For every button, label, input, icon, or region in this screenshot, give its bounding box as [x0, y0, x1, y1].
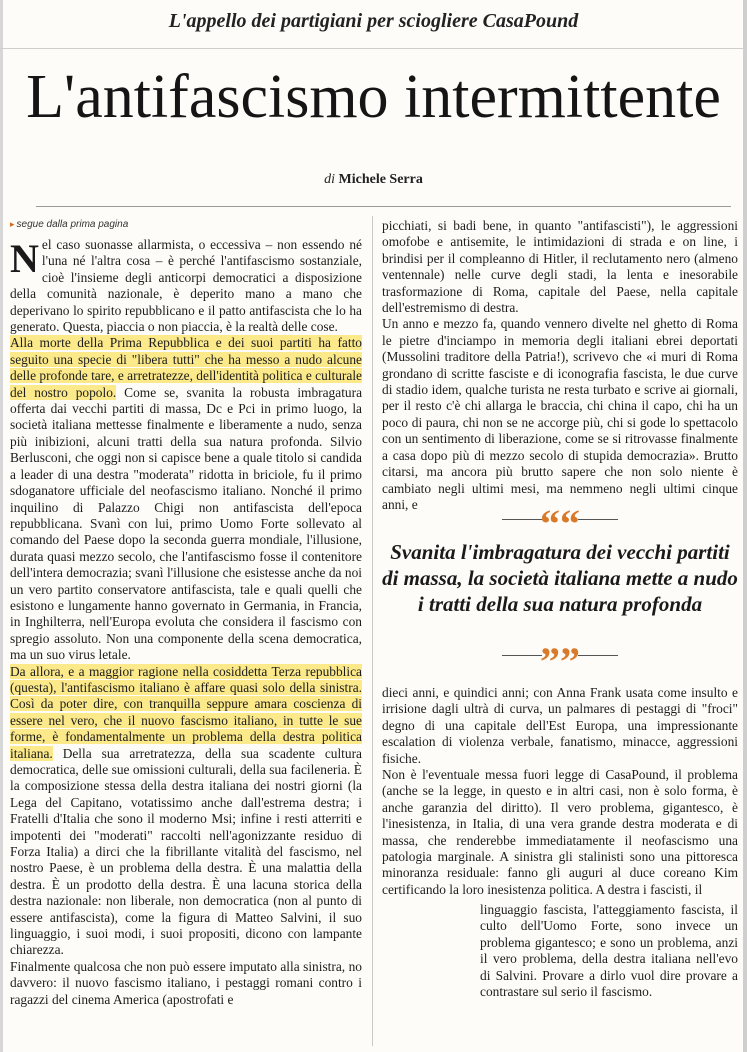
- close-quote-icon: ””: [540, 639, 580, 684]
- kicker: L'appello dei partigiani per sciogliere CasaPound: [168, 10, 579, 32]
- highlighted-text: Da allora, e a maggior ragione nella cosiddetta Terza repubblica (questa), l'antifascismo italiano è affare quasi solo della sinistra. Così da poter dire, con tranquilla seppure amara coscienza di essere nel vero, che il nuovo fascismo italiano, in tutte le sue forme, è fondamentalmente un problema della destra politica italiana.: [10, 663, 362, 761]
- article-column-left: [10, 218, 362, 1008]
- pull-quote: [382, 501, 738, 684]
- paragraph: Non è l'eventuale messa fuori legge di CasaPound, il problema (anche se la legge, in questo e in altri casi, non è solo forma, è anche garanzia del diritto). Il vero problema, gigantesco, è l'inesistenza, in Italia, di una vera grande destra moderata e di massa, che renderebbe immediatamente il neofascismo una patologia marginale. A sinistra gli stalinisti sono una pittoresca minoranza residuale: fanno gli auguri al duce coreano Kim certificando la loro inesistenza politica. A destra i fascisti, il: [382, 767, 738, 897]
- open-quote-icon: ““: [540, 501, 580, 546]
- byline: [0, 172, 747, 188]
- page-edge-right: [743, 0, 747, 1052]
- paragraph: [10, 664, 362, 959]
- paragraph-text: Della sua arretratezza, della sua scadente cultura democratica, delle sue omissioni culturali, della sua facileneria. È la composizione stessa della destra italiana dei nostri giorni (la Lega del Capitano, votatissimo anche dall'estrema destra; i Fratelli d'Italia che sono il moderno Msi; infine i resti atterriti e impotenti dei "moderati" raccolti nell'agonizzante residuo di Forza Italia) a dirci che la fibrillante vitalità del fascismo, nel nostro Paese, è un problema della destra. È una malattia della destra. È un prodotto della destra. È una lacuna storica della destra nazionale: non liberale, non democratica (non al punto di essere antifascista), come la figura di Matteo Salvini, il suo linguaggio, i suoi modi, i suoi propositi, dicono con lampante chiarezza.: [10, 745, 362, 958]
- article-column-right-tail: [480, 902, 738, 1000]
- page-edge-left: [0, 0, 3, 1052]
- paragraph: picchiati, si badi bene, in quanto "antifascisti"), le aggressioni omofobe e antisemite, le intimidazioni di strada e on line, i brindisi per il compleanno di Hitler, il reclutamento nero (almeno ventennale) nelle curve degli stadi, la lenta e inesorabile trasformazione di Roma, capitale del Paese, nella capitale dell'estremismo di destra.: [382, 218, 738, 316]
- paragraph-text: Come se, svanita la robusta imbragatura offerta dai vecchi partiti di massa, Dc e Pci in primo luogo, la società italiana mettesse finalmente e liberamente a nudo, senza più inibizioni, alcuni tratti della sua natura profonda. Silvio Berlusconi, che oggi non si capisce bene a quale titolo si candida a leader di una destra "moderata" ridotta in briciole, fu il primo sdoganatore ufficiale del neofascismo italiano. Nonché il primo inquilino di Palazzo Chigi non antifascista dell'epoca repubblicana. Svanì con lui, primo Uomo Forte sollevato al comando del Paese dopo la seconda guerra mondiale, l'illusione, durata quasi mezzo secolo, che l'antifascismo fosse il contenitore dell'intera democrazia; svanì l'illusione che esistesse anche da noi un vero partito conservatore antifascista, tale e quali quelli che esistono e lungamente hanno governato in Germania, in Francia, in Inghilterra, nell'Europa evoluta che considera il fascismo con spregio assoluto. Non una componente della scena democratica, ma un suo virus letale.: [10, 384, 363, 663]
- byline-prefix: di: [324, 172, 336, 187]
- pull-quote-text: Svanita l'imbragatura dei vecchi partiti di massa, la società italiana mette a nudo i tratti della sua natura profonda: [382, 540, 738, 616]
- arrow-right-icon: ▸: [10, 219, 15, 229]
- article-column-right-top: [382, 218, 738, 513]
- paragraph-text: el caso suonasse allarmista, o eccessiva – non essendo né l'una né l'altra cosa – è perché l'antifascismo sostanziale, cioè l'insieme degli anticorpi democratici a disposizione della comunità nazionale, è deperito mano a mano che deperivano lo spirito repubblicano e il patto antifascista che lo ha generato. Questa, piaccia o non piaccia, è la realtà delle cose.: [10, 237, 362, 335]
- headline: L'antifascismo intermittente: [26, 63, 721, 131]
- paragraph: Finalmente qualcosa che non può essere imputato alla sinistra, no davvero: il nuovo fascismo italiano, i pestaggi romani contro i ragazzi del cinema America (apostrofati e: [10, 958, 362, 1007]
- column-divider: [372, 216, 373, 1046]
- paragraph: [10, 335, 362, 663]
- continued-text: segue dalla prima pagina: [16, 219, 129, 230]
- article-column-right-bottom: [382, 685, 738, 898]
- kicker-rule: [0, 48, 747, 49]
- drop-cap: N: [10, 236, 39, 281]
- paragraph: Un anno e mezzo fa, quando vennero divelte nel ghetto di Roma le pietre d'inciampo in memoria degli italiani ebrei deportati (Mussolini traditore della Patria!), scrivevo che «i muri di Roma grondano di scritte fasciste e di iconografia fascista, le due curve di stadio idem, qualche turista ne resta turbato e scrive ai giornali, per il resto c'è chi allarga le braccia, chi china il capo, chi ha un poco di paura, chi non se ne accorge più, chi si gode lo spettacolo con un sentimento di liberazione, come se si ritrovasse finalmente a casa dopo più di mezzo secolo di stupida democrazia». Brutto citarsi, ma ancora più brutto sapere che non solo niente è cambiato negli ultimi mesi, ma nemmeno negli ultimi cinque anni, e: [382, 316, 738, 512]
- paragraph: [10, 237, 362, 335]
- continued-note: [10, 218, 362, 231]
- byline-rule: [36, 206, 731, 207]
- paragraph: dieci anni, e quindici anni; con Anna Frank usata come insulto e irrisione dagli ultrà di curva, un palmares di pestaggi di "froci" degno di una capitale dell'Est Europa, una impressionante escalation di violenza verbale, fanatismo, minacce, aggressioni fisiche.: [382, 685, 738, 766]
- paragraph: linguaggio fascista, l'atteggiamento fascista, il culto dell'Uomo Forte, sono invece un problema gigantesco; e sono un problema, anzi il vero problema, della destra italiana nell'evo di Salvini. Provare a dirlo vuol dire provare a contrastare sul serio il fascismo.: [480, 902, 738, 1000]
- highlighted-text: Alla morte della Prima Repubblica e dei suoi partiti ha fatto seguito una specie di "libera tutti" che ha messo a nudo alcune delle profonde tare, e arretratezze, dell'identità politica e culturale del nostro popolo.: [10, 335, 362, 400]
- author-name: Michele Serra: [338, 172, 423, 187]
